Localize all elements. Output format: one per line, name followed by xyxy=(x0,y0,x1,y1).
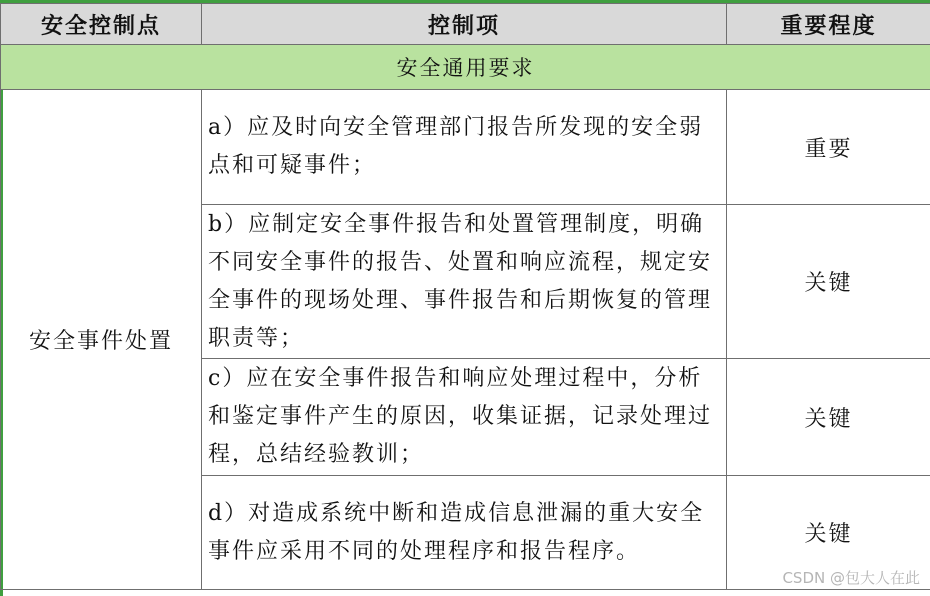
header-control-point: 安全控制点 xyxy=(1,4,202,45)
header-control-item: 控制项 xyxy=(202,4,727,45)
header-importance: 重要程度 xyxy=(727,4,930,45)
importance-d: 关键 xyxy=(727,476,930,590)
control-point-cell: 安全事件处置 xyxy=(1,90,202,590)
importance-b: 关键 xyxy=(727,205,930,359)
header-row xyxy=(1,4,930,45)
control-item-c: c）应在安全事件报告和响应处理过程中，分析和鉴定事件产生的原因，收集证据，记录处理过程，总结经验教训； xyxy=(202,359,727,476)
security-requirements-table xyxy=(0,3,930,590)
control-item-b: b）应制定安全事件报告和处置管理制度，明确不同安全事件的报告、处置和响应流程，规定安全事件的现场处理、事件报告和后期恢复的管理职责等； xyxy=(202,205,727,359)
watermark: CSDN @包大人在此 xyxy=(782,569,920,587)
control-item-a: a）应及时向安全管理部门报告所发现的安全弱点和可疑事件； xyxy=(202,90,727,205)
group-title: 安全通用要求 xyxy=(1,45,930,90)
group-row xyxy=(1,45,930,90)
table-row xyxy=(1,90,930,205)
importance-a: 重要 xyxy=(727,90,930,205)
importance-c: 关键 xyxy=(727,359,930,476)
control-item-d: d）对造成系统中断和造成信息泄漏的重大安全事件应采用不同的处理程序和报告程序。 xyxy=(202,476,727,590)
